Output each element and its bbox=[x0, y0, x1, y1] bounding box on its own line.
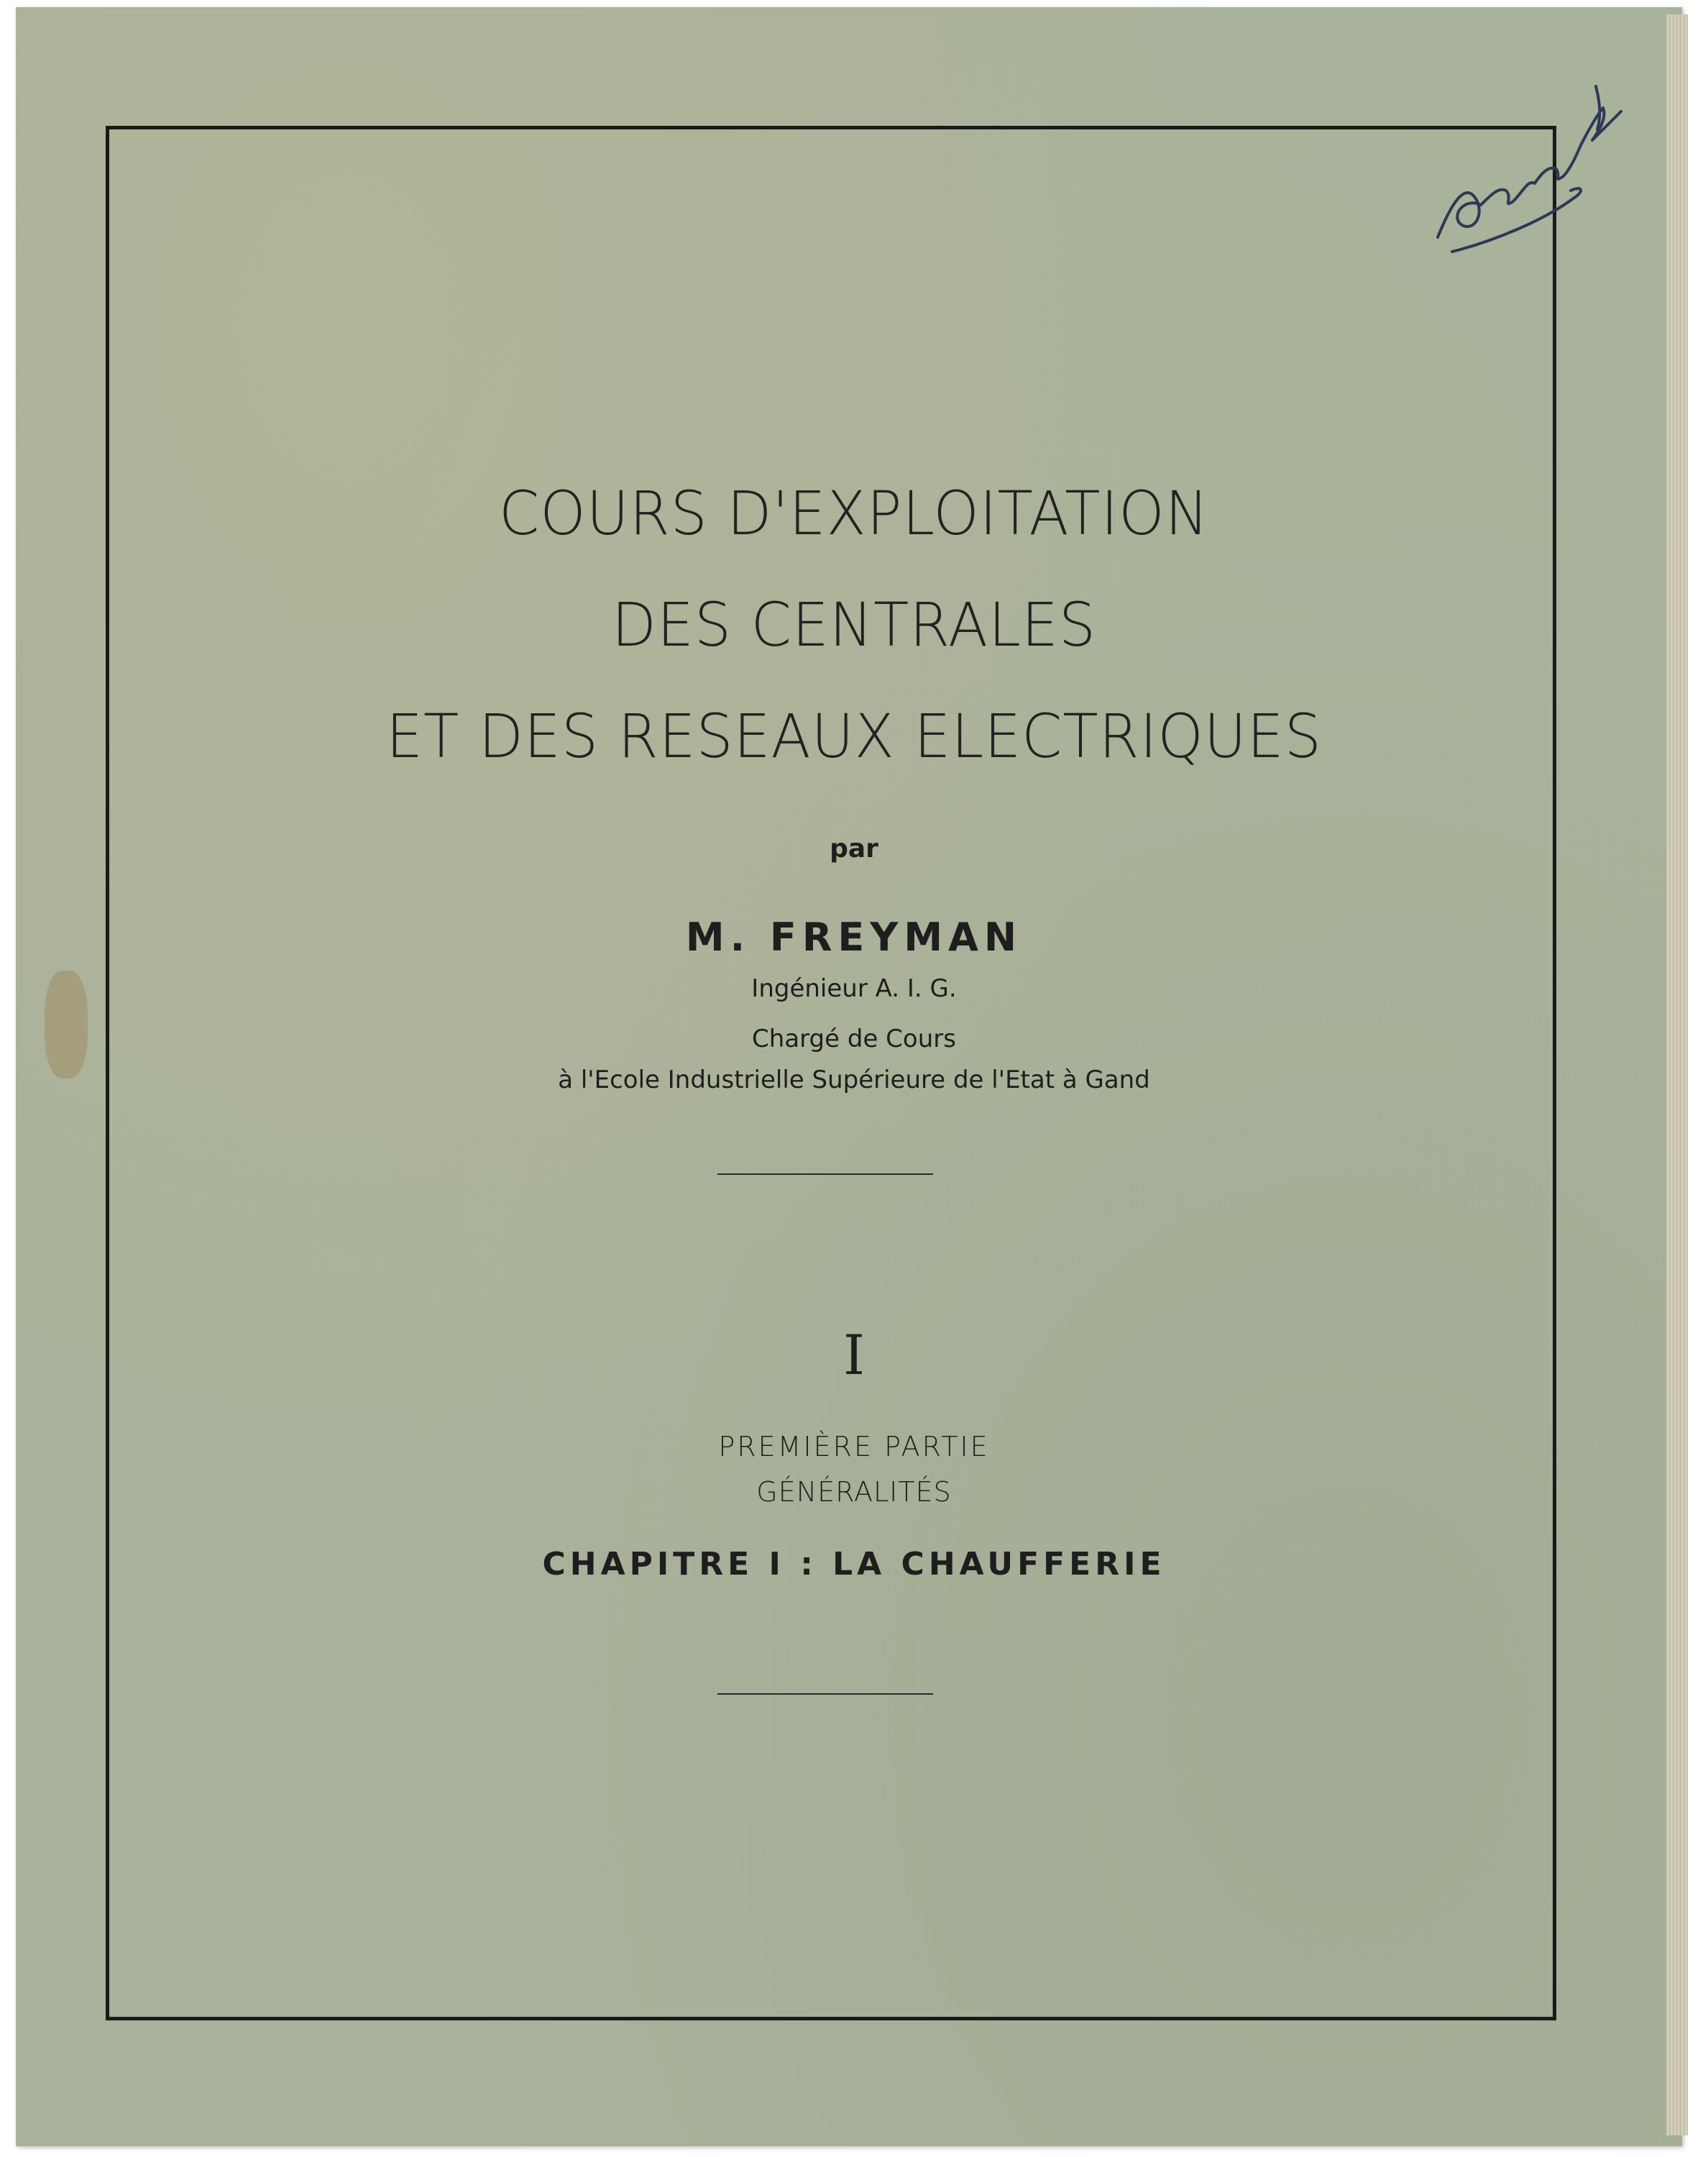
author-school: à l'Ecole Industrielle Supérieure de l'Etat à Gand bbox=[558, 1066, 1150, 1094]
author-name: M. FREYMAN bbox=[685, 915, 1023, 960]
part-label: PREMIÈRE PARTIE bbox=[718, 1431, 990, 1462]
author-title: Ingénieur A. I. G. bbox=[751, 974, 957, 1003]
part-title: GÉNÉRALITÉS bbox=[756, 1476, 952, 1508]
title-line-3: ET DES RESEAUX ELECTRIQUES bbox=[386, 701, 1322, 771]
author-role: Chargé de Cours bbox=[752, 1025, 956, 1053]
title-line-1: COURS D'EXPLOITATION bbox=[499, 478, 1209, 549]
by-label: par bbox=[830, 834, 878, 864]
handwritten-signature bbox=[1409, 58, 1639, 288]
title-line-2: DES CENTRALES bbox=[611, 590, 1097, 660]
chapter-title: CHAPITRE I : LA CHAUFFERIE bbox=[542, 1546, 1166, 1583]
divider-rule-top bbox=[717, 1173, 933, 1175]
volume-number: I bbox=[842, 1323, 866, 1387]
divider-rule-bottom bbox=[717, 1693, 933, 1695]
